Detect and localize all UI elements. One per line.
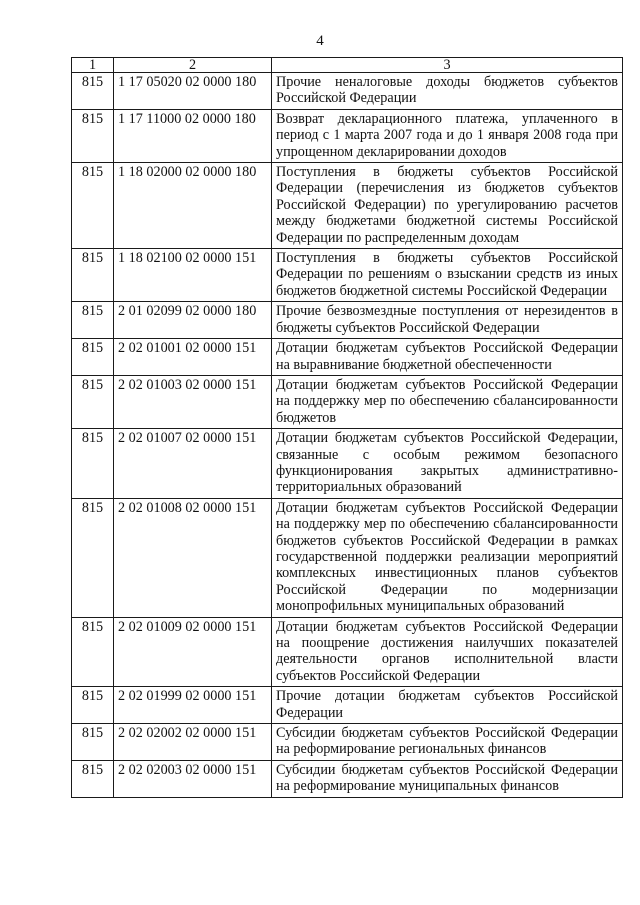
table-row <box>72 163 623 249</box>
budget-classification-code-cell: 2 02 01001 02 0000 151 <box>114 339 272 376</box>
admin-code-cell: 815 <box>72 163 114 249</box>
admin-code-cell: 815 <box>72 375 114 428</box>
table-row <box>72 429 623 499</box>
admin-code-cell: 815 <box>72 760 114 797</box>
revenue-description-cell: Дотации бюджетам субъектов Российской Федерации на поддержку мер по обеспечению сбалансированности бюджетов субъектов Российской Федерации в рамках государственной поддержки реализации мероприятий комплексных инвестиционных планов субъектов Российской Федерации по модернизации монопрофильных муниципальных образований <box>272 498 623 617</box>
revenue-description-cell: Прочие неналоговые доходы бюджетов субъектов Российской Федерации <box>272 73 623 110</box>
revenue-description-cell: Дотации бюджетам субъектов Российской Федерации на поощрение достижения наилучших показателей деятельности органов исполнительной власти субъектов Российской Федерации <box>272 617 623 687</box>
table-row <box>72 249 623 302</box>
revenue-description-cell: Поступления в бюджеты субъектов Российской Федерации (перечисления из бюджетов субъектов Российской Федерации) по урегулированию расчетов между бюджетами бюджетной системы Российской Федерации по распределенным доходам <box>272 163 623 249</box>
budget-classification-code-cell: 2 02 01007 02 0000 151 <box>114 429 272 499</box>
table-row <box>72 498 623 617</box>
revenue-description-cell: Прочие дотации бюджетам субъектов Российской Федерации <box>272 687 623 724</box>
admin-code-cell: 815 <box>72 687 114 724</box>
budget-classification-code-cell: 1 17 11000 02 0000 180 <box>114 109 272 162</box>
admin-code-cell: 815 <box>72 498 114 617</box>
table-row <box>72 339 623 376</box>
table-row <box>72 302 623 339</box>
column-header-3: 3 <box>272 58 623 73</box>
budget-classification-code-cell: 2 02 01008 02 0000 151 <box>114 498 272 617</box>
table-row <box>72 375 623 428</box>
admin-code-cell: 815 <box>72 339 114 376</box>
admin-code-cell: 815 <box>72 302 114 339</box>
budget-classification-code-cell: 2 02 01009 02 0000 151 <box>114 617 272 687</box>
admin-code-cell: 815 <box>72 724 114 761</box>
admin-code-cell: 815 <box>72 429 114 499</box>
budget-classification-code-cell: 2 02 01999 02 0000 151 <box>114 687 272 724</box>
budget-revenue-table <box>71 57 623 798</box>
revenue-description-cell: Дотации бюджетам субъектов Российской Федерации, связанные с особым режимом безопасного функционирования закрытых административно-территориальных образований <box>272 429 623 499</box>
column-header-2: 2 <box>114 58 272 73</box>
table-row <box>72 724 623 761</box>
revenue-description-cell: Прочие безвозмездные поступления от нерезидентов в бюджеты субъектов Российской Федерации <box>272 302 623 339</box>
budget-classification-code-cell: 1 18 02000 02 0000 180 <box>114 163 272 249</box>
budget-classification-code-cell: 1 18 02100 02 0000 151 <box>114 249 272 302</box>
admin-code-cell: 815 <box>72 249 114 302</box>
table-row <box>72 687 623 724</box>
table-row <box>72 73 623 110</box>
budget-classification-code-cell: 1 17 05020 02 0000 180 <box>114 73 272 110</box>
table-header-row <box>72 58 623 73</box>
column-header-1: 1 <box>72 58 114 73</box>
revenue-description-cell: Дотации бюджетам субъектов Российской Федерации на выравнивание бюджетной обеспеченности <box>272 339 623 376</box>
admin-code-cell: 815 <box>72 109 114 162</box>
table-row <box>72 760 623 797</box>
budget-classification-code-cell: 2 02 01003 02 0000 151 <box>114 375 272 428</box>
admin-code-cell: 815 <box>72 617 114 687</box>
revenue-description-cell: Поступления в бюджеты субъектов Российской Федерации по решениям о взыскании средств из иных бюджетов бюджетной системы Российской Федерации <box>272 249 623 302</box>
table-row <box>72 617 623 687</box>
revenue-description-cell: Субсидии бюджетам субъектов Российской Федерации на реформирование региональных финансов <box>272 724 623 761</box>
page-number: 4 <box>316 33 324 49</box>
budget-classification-code-cell: 2 02 02002 02 0000 151 <box>114 724 272 761</box>
budget-classification-code-cell: 2 02 02003 02 0000 151 <box>114 760 272 797</box>
revenue-description-cell: Возврат декларационного платежа, уплаченного в период с 1 марта 2007 года и до 1 января 2008 года при упрощенном декларировании доходов <box>272 109 623 162</box>
admin-code-cell: 815 <box>72 73 114 110</box>
budget-classification-code-cell: 2 01 02099 02 0000 180 <box>114 302 272 339</box>
table-row <box>72 109 623 162</box>
revenue-description-cell: Дотации бюджетам субъектов Российской Федерации на поддержку мер по обеспечению сбалансированности бюджетов <box>272 375 623 428</box>
revenue-description-cell: Субсидии бюджетам субъектов Российской Федерации на реформирование муниципальных финансов <box>272 760 623 797</box>
